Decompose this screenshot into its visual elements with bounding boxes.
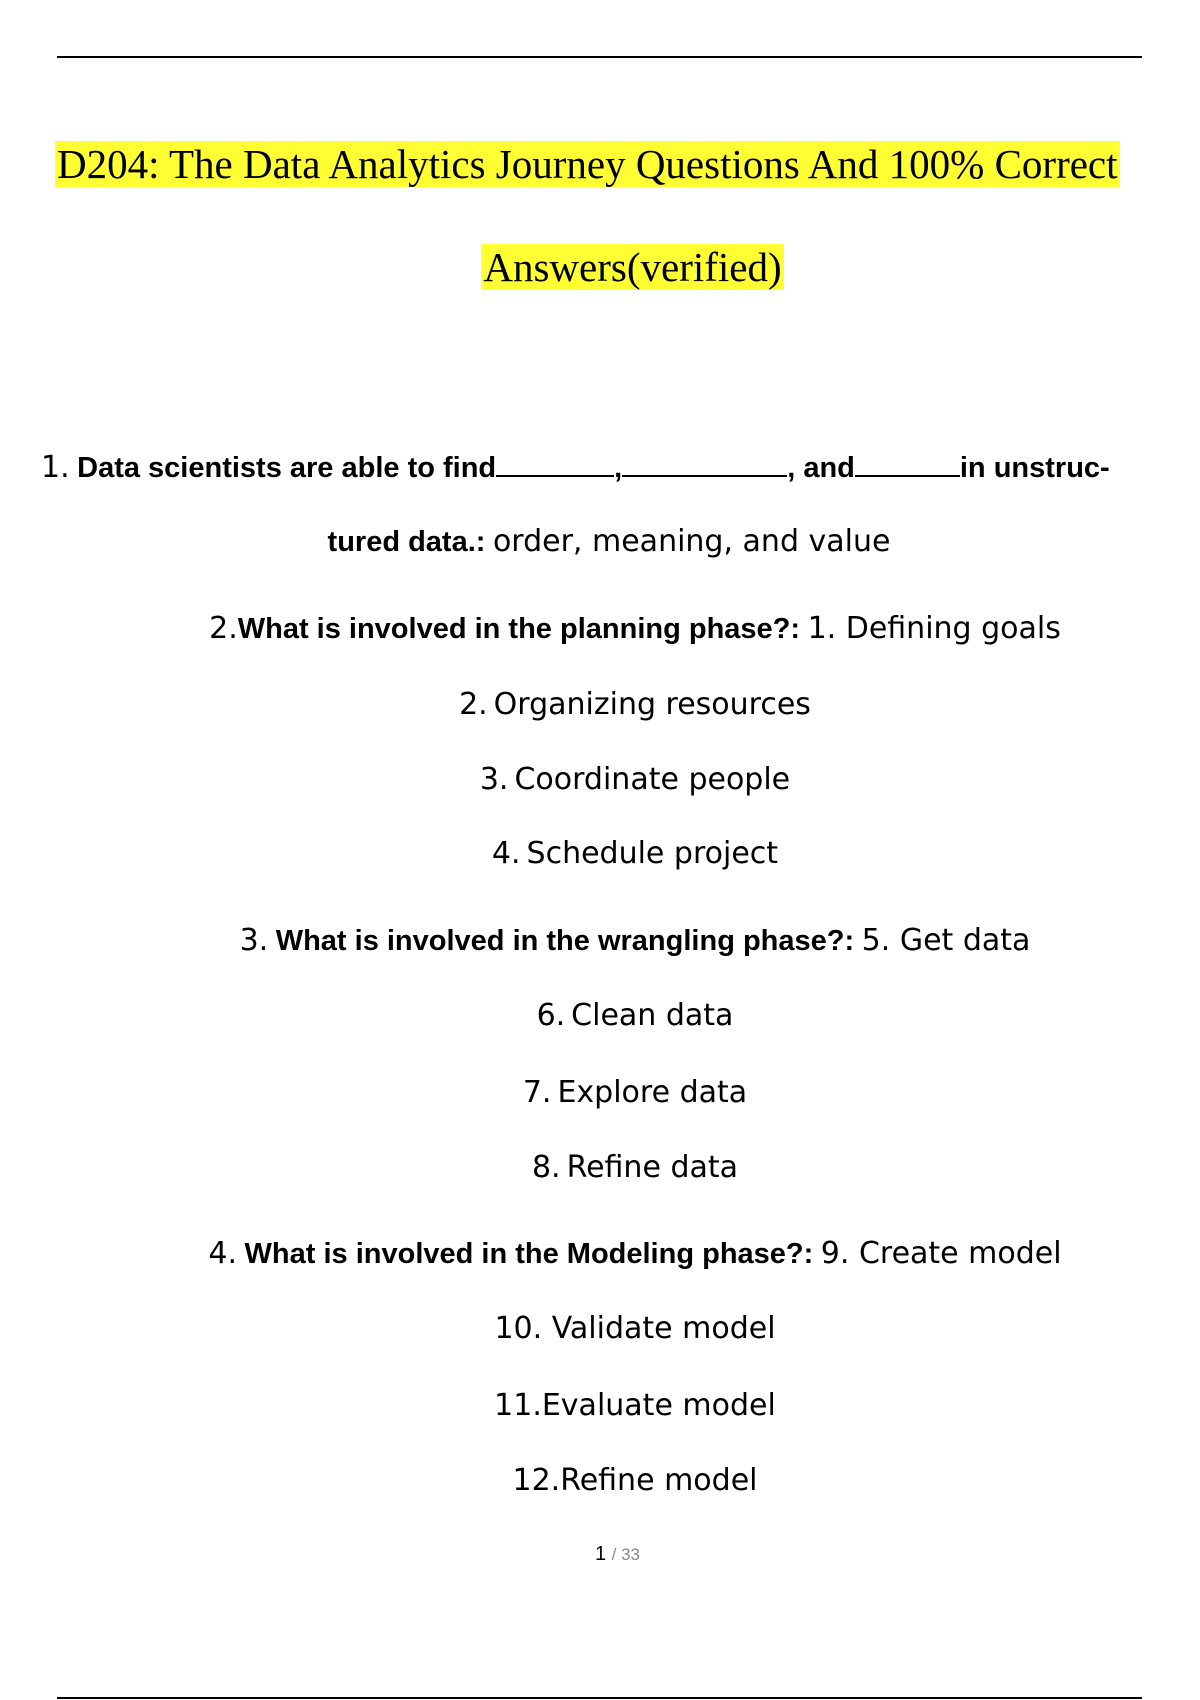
question-1-line-1 xyxy=(41,448,1200,488)
question-text: What is involved in the wrangling phase?: xyxy=(275,925,855,957)
question-number: 3. xyxy=(239,923,269,958)
page-number xyxy=(0,1543,1200,1566)
blank-line xyxy=(496,449,614,477)
top-rule xyxy=(57,56,1142,58)
question-text: , and xyxy=(787,452,855,484)
answer-item: 2. Organizing resources xyxy=(459,687,811,722)
question-number: 1. xyxy=(41,450,70,485)
question-text: What is involved in the Modeling phase?: xyxy=(244,1238,814,1270)
answer-item: 3. Coordinate people xyxy=(479,762,791,797)
answer-text: 5. Get data xyxy=(861,923,1031,958)
answer-item: 12.Refine model xyxy=(512,1463,758,1498)
question-text: tured data.: xyxy=(327,526,486,558)
document-title-line-2 xyxy=(0,243,1200,291)
answer-item: 7. Explore data xyxy=(522,1075,748,1110)
answer-text: order, meaning, and value xyxy=(492,524,891,559)
question-number: 4. xyxy=(208,1236,238,1271)
answer-item: 4. Schedule project xyxy=(491,836,779,871)
answer-text: 9. Create model xyxy=(820,1236,1062,1271)
total-pages: / 33 xyxy=(611,1545,641,1564)
question-text: What is involved in the planning phase?: xyxy=(237,613,801,645)
question-text: , xyxy=(614,452,623,484)
question-2 xyxy=(0,609,1200,649)
bottom-rule xyxy=(57,1697,1142,1699)
answer-item: 6. Clean data xyxy=(536,998,734,1033)
question-1-line-2 xyxy=(0,522,1200,562)
answer-item: 10. Validate model xyxy=(494,1311,776,1346)
question-4 xyxy=(0,1234,1200,1274)
question-number: 2. xyxy=(209,611,238,646)
title-highlight: D204: The Data Analytics Journey Questions And 100% Correct xyxy=(57,141,1118,187)
question-text: Data scientists are able to find xyxy=(77,452,497,484)
blank-line xyxy=(622,449,787,477)
answer-item: 8. Refine data xyxy=(531,1150,739,1185)
document-title-line-1 xyxy=(55,140,1120,188)
current-page: 1 xyxy=(594,1543,607,1565)
answer-item: 11.Evaluate model xyxy=(494,1388,776,1423)
title-highlight: Answers(verified) xyxy=(483,244,782,290)
answer-text: 1. Defining goals xyxy=(807,611,1061,646)
question-3 xyxy=(0,921,1200,961)
question-text: in unstruc- xyxy=(959,452,1110,484)
blank-line xyxy=(855,449,960,477)
